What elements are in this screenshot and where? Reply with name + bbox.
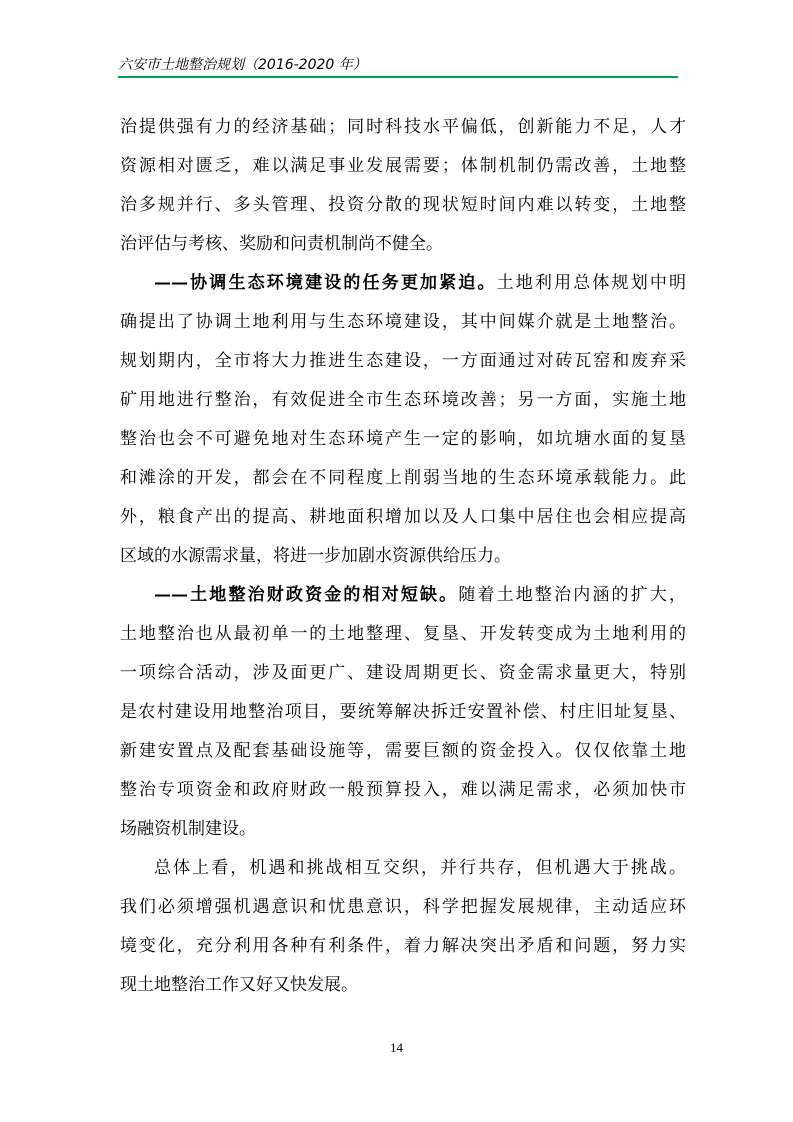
text-line: 矿用地进行整治，有效促进全市生态环境改善；另一方面，实施土地 — [120, 390, 686, 410]
text-line: 整治专项资金和政府财政一般预算投入，难以满足需求，必须加快市 — [120, 780, 686, 800]
text-line: 治提供强有力的经济基础；同时科技水平偏低，创新能力不足，人才 — [120, 117, 686, 137]
paragraph-heading: ——土地整治财政资金的相对短缺。 — [154, 585, 459, 605]
text-line: 规划期内，全市将大力推进生态建设，一方面通过对砖瓦窑和废弃采 — [120, 351, 686, 371]
paragraph-1 — [120, 108, 686, 264]
text-line: 治多规并行、多头管理、投资分散的现状短时间内难以转变，土地整 — [120, 195, 686, 215]
page-header — [118, 50, 678, 80]
text-line: 区域的水源需求量，将进一步加剧水资源供给压力。 — [120, 546, 511, 566]
paragraph-2 — [120, 264, 686, 576]
text-line: 场融资机制建设。 — [120, 819, 256, 839]
text-line: 我们必须增强机遇意识和忧患意识，科学把握发展规律，主动适应环 — [120, 897, 686, 917]
paragraph-first-line: 总体上看，机遇和挑战相互交织，并行共存，但机遇大于挑战。 — [154, 858, 686, 878]
text-line: 一项综合活动，涉及面更广、建设周期更长、资金需求量更大，特别 — [120, 663, 686, 683]
paragraph-heading: ——协调生态环境建设的任务更加紧迫。 — [154, 273, 497, 293]
paragraph-first-line — [120, 576, 686, 615]
text-line: 土地整治也从最初单一的土地整理、复垦、开发转变成为土地利用的 — [120, 624, 686, 644]
paragraph-text: 随着土地整治内涵的扩大， — [458, 585, 686, 605]
text-line: 治评估与考核、奖励和问责机制尚不健全。 — [120, 234, 443, 254]
text-line: 和滩涂的开发，都会在不同程度上削弱当地的生态环境承载能力。此 — [120, 468, 686, 488]
text-line: 整治也会不可避免地对生态环境产生一定的影响，如坑塘水面的复垦 — [120, 429, 686, 449]
paragraph-first-line — [120, 264, 686, 303]
header-title: 六安市土地整治规划（2016-2020 年） — [118, 57, 367, 73]
text-line: 资源相对匮乏，难以满足事业发展需要；体制机制仍需改善，土地整 — [120, 156, 686, 176]
text-line: 境变化，充分利用各种有利条件，着力解决突出矛盾和问题，努力实 — [120, 936, 686, 956]
paragraph-4 — [120, 849, 686, 1005]
document-body — [120, 108, 686, 1005]
text-line: 确提出了协调土地利用与生态环境建设，其中间媒介就是土地整治。 — [120, 312, 686, 332]
text-line: 外，粮食产出的提高、耕地面积增加以及人口集中居住也会相应提高 — [120, 507, 686, 527]
paragraph-3 — [120, 576, 686, 849]
page-number: 14 — [390, 1040, 403, 1055]
header-rule — [118, 76, 678, 78]
paragraph-text: 土地利用总体规划中明 — [496, 273, 686, 293]
text-line: 是农村建设用地整治项目，要统筹解决拆迁安置补偿、村庄旧址复垦、 — [120, 702, 686, 722]
text-line: 新建安置点及配套基础设施等，需要巨额的资金投入。仅仅依靠土地 — [120, 741, 686, 761]
text-line: 现土地整治工作又好又快发展。 — [120, 975, 358, 995]
